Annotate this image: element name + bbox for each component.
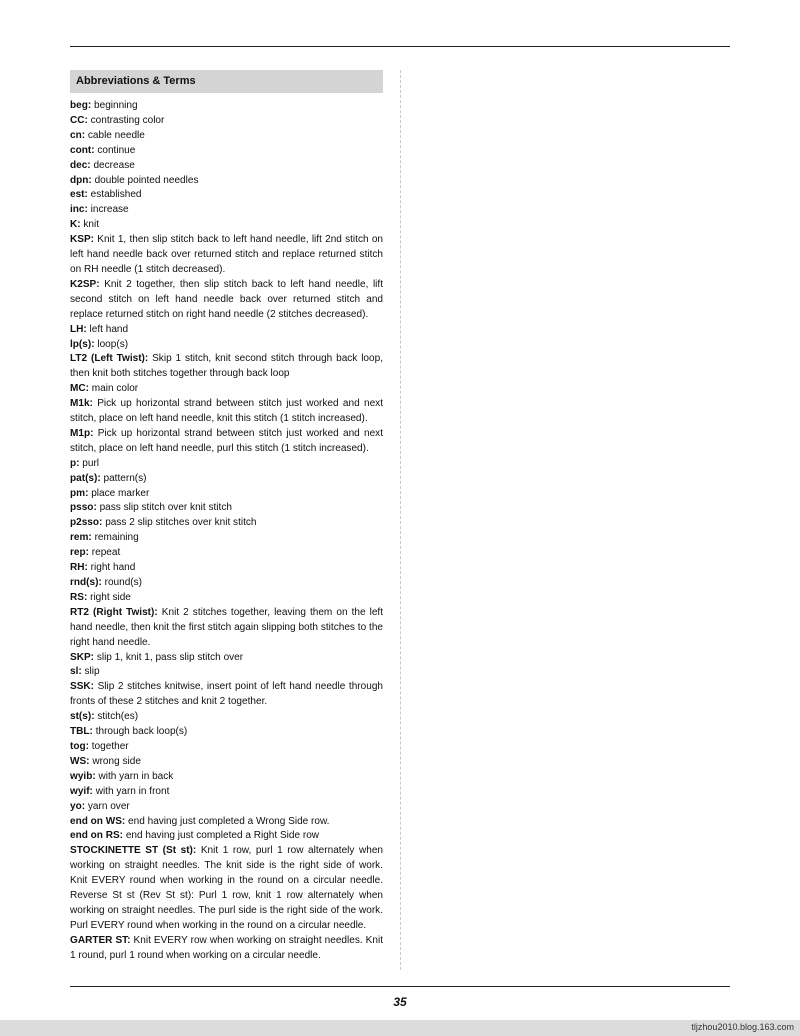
term-definition: round(s) bbox=[104, 577, 143, 588]
term-entry bbox=[70, 472, 383, 487]
term-definition: slip bbox=[84, 666, 100, 678]
term-entry bbox=[70, 785, 383, 800]
term-definition: wrong side bbox=[92, 755, 141, 767]
term-entry bbox=[70, 457, 383, 472]
term-entry bbox=[70, 725, 383, 740]
term-entry bbox=[70, 188, 383, 203]
term-definition: double pointed needles bbox=[94, 174, 199, 186]
term-label: est: bbox=[70, 189, 88, 201]
term-label: rnd(s): bbox=[70, 577, 102, 588]
term-definition: stitch(es) bbox=[97, 711, 139, 723]
term-definition: Knit EVERY row when working on straight needles. Knit 1 round, purl 1 round when working on a circular needle. bbox=[70, 934, 383, 961]
term-definition: repeat bbox=[91, 547, 121, 559]
term-label: M1p: bbox=[70, 427, 94, 439]
term-label: yo: bbox=[70, 800, 86, 812]
term-definition: increase bbox=[90, 204, 129, 216]
term-entry bbox=[70, 144, 383, 159]
term-entry bbox=[70, 606, 383, 651]
term-definition: right hand bbox=[90, 562, 136, 574]
term-label: SKP: bbox=[70, 651, 95, 663]
term-definition: through back loop(s) bbox=[95, 726, 188, 738]
term-entry bbox=[70, 665, 383, 680]
term-definition: yarn over bbox=[87, 800, 130, 812]
term-entry bbox=[70, 382, 383, 397]
section-heading: Abbreviations & Terms bbox=[70, 70, 383, 93]
term-label: K2SP: bbox=[70, 278, 100, 290]
term-definition: right side bbox=[90, 591, 131, 603]
term-definition: Knit 2 together, then slip stitch back to left hand needle, lift second stitch on left hand needle back over returned stitch and replace returned stitch on right hand needle (2 stitches decreased). bbox=[70, 278, 384, 320]
term-entry bbox=[70, 800, 383, 815]
term-entry bbox=[70, 829, 383, 844]
term-entry bbox=[70, 427, 383, 457]
term-label: STOCKINETTE ST (St st): bbox=[70, 845, 197, 857]
term-entry bbox=[70, 203, 383, 218]
term-definition: contrasting color bbox=[90, 114, 165, 126]
term-label: TBL: bbox=[70, 726, 93, 738]
terms-list bbox=[70, 99, 383, 964]
term-entry bbox=[70, 710, 383, 725]
term-definition: established bbox=[90, 189, 142, 201]
term-label: wyib: bbox=[70, 770, 96, 782]
term-label: cn: bbox=[70, 129, 86, 141]
term-definition: with yarn in back bbox=[98, 770, 174, 782]
term-label: LT2 (Left Twist): bbox=[70, 353, 149, 365]
term-label: GARTER ST: bbox=[70, 934, 131, 946]
term-label: st(s): bbox=[70, 711, 95, 723]
watermark: tljzhou2010.blog.163.com bbox=[691, 1022, 794, 1032]
term-definition: knit bbox=[83, 219, 100, 231]
term-entry bbox=[70, 129, 383, 144]
term-definition: Knit 1, then slip stitch back to left hand needle, lift 2nd stitch on left hand needle back over returned stitch and replace returned stitch on RH needle (1 stitch decreased). bbox=[70, 234, 383, 275]
term-definition: end having just completed a Wrong Side row. bbox=[128, 815, 330, 827]
term-label: beg: bbox=[70, 100, 92, 111]
term-entry bbox=[70, 591, 383, 606]
term-entry bbox=[70, 174, 383, 189]
term-label: WS: bbox=[70, 755, 90, 767]
term-entry bbox=[70, 323, 383, 338]
term-definition: purl bbox=[82, 457, 100, 469]
term-entry bbox=[70, 516, 383, 531]
term-definition: cable needle bbox=[87, 129, 145, 141]
term-definition: main color bbox=[91, 383, 139, 395]
term-entry bbox=[70, 651, 383, 666]
term-definition: Pick up horizontal strand between stitch just worked and next stitch, place on left hand needle, purl this stitch (1 stitch increased). bbox=[70, 427, 383, 454]
term-definition: Slip 2 stitches knitwise, insert point of left hand needle through fronts of these 2 stitches and knit 2 together. bbox=[70, 681, 383, 708]
term-label: end on WS: bbox=[70, 815, 126, 827]
term-label: dpn: bbox=[70, 174, 92, 186]
term-label: sl: bbox=[70, 666, 82, 678]
term-entry bbox=[70, 561, 383, 576]
term-entry bbox=[70, 159, 383, 174]
term-entry bbox=[70, 338, 383, 353]
term-label: lp(s): bbox=[70, 338, 95, 350]
term-label: M1k: bbox=[70, 398, 93, 410]
term-label: inc: bbox=[70, 204, 88, 216]
term-label: p2sso: bbox=[70, 517, 103, 529]
term-label: MC: bbox=[70, 383, 89, 395]
term-label: tog: bbox=[70, 740, 89, 752]
term-entry bbox=[70, 233, 383, 278]
abbreviations-column bbox=[70, 70, 383, 964]
term-label: end on RS: bbox=[70, 830, 124, 842]
term-entry bbox=[70, 487, 383, 502]
term-label: rem: bbox=[70, 532, 92, 544]
term-definition: left hand bbox=[89, 323, 129, 335]
term-definition: with yarn in front bbox=[95, 785, 170, 797]
term-definition: Knit 1 row, purl 1 row alternately when working on straight needles. The knit side is the right side of work. Knit EVERY round when working in the round on a circular needle. Reverse St st (Rev St st): Purl 1 row, knit 1 row alternately when working on straight needles. The purl side is the right side of the work. Purl EVERY round when working in the round on a circular needle. bbox=[70, 845, 383, 931]
term-entry bbox=[70, 397, 383, 427]
page-number: 35 bbox=[393, 995, 407, 1009]
top-rule bbox=[70, 46, 730, 47]
term-entry bbox=[70, 934, 383, 964]
term-label: dec: bbox=[70, 159, 91, 171]
term-definition: pattern(s) bbox=[103, 472, 147, 484]
term-label: RH: bbox=[70, 562, 88, 574]
term-label: pat(s): bbox=[70, 472, 101, 484]
term-label: wyif: bbox=[70, 785, 93, 797]
term-definition: loop(s) bbox=[97, 338, 129, 350]
term-definition: end having just completed a Right Side row bbox=[125, 830, 320, 842]
term-definition: place marker bbox=[91, 487, 150, 499]
term-label: K: bbox=[70, 219, 81, 231]
term-label: SSK: bbox=[70, 681, 95, 693]
term-entry bbox=[70, 546, 383, 561]
term-definition: decrease bbox=[93, 159, 135, 171]
term-entry bbox=[70, 844, 383, 933]
term-entry bbox=[70, 114, 383, 129]
term-entry bbox=[70, 352, 383, 382]
term-entry bbox=[70, 99, 383, 114]
term-label: LH: bbox=[70, 323, 87, 335]
term-definition: continue bbox=[97, 144, 136, 156]
term-definition: beginning bbox=[94, 100, 138, 111]
bottom-rule bbox=[70, 986, 730, 987]
term-entry bbox=[70, 218, 383, 233]
term-entry bbox=[70, 770, 383, 785]
term-label: rep: bbox=[70, 547, 89, 559]
term-entry bbox=[70, 501, 383, 516]
term-entry bbox=[70, 531, 383, 546]
term-label: pm: bbox=[70, 487, 89, 499]
term-label: CC: bbox=[70, 114, 88, 126]
column-divider bbox=[400, 70, 401, 970]
term-definition: remaining bbox=[94, 532, 139, 544]
term-label: RS: bbox=[70, 591, 88, 603]
term-label: RT2 (Right Twist): bbox=[70, 606, 158, 618]
term-label: cont: bbox=[70, 144, 95, 156]
term-definition: Pick up horizontal strand between stitch just worked and next stitch, place on left hand needle, knit this stitch (1 stitch increased). bbox=[70, 398, 383, 425]
term-definition: pass 2 slip stitches over knit stitch bbox=[105, 517, 257, 529]
footer-bar bbox=[0, 1020, 800, 1036]
term-definition: Skip 1 stitch, knit second stitch through back loop, then knit both stitches together through back loop bbox=[70, 353, 383, 380]
term-definition: slip 1, knit 1, pass slip stitch over bbox=[96, 651, 244, 663]
term-label: p: bbox=[70, 457, 80, 469]
term-entry bbox=[70, 680, 383, 710]
term-definition: together bbox=[91, 740, 129, 752]
term-label: KSP: bbox=[70, 234, 95, 246]
term-entry bbox=[70, 278, 383, 323]
term-label: psso: bbox=[70, 502, 97, 514]
term-entry bbox=[70, 576, 383, 591]
term-entry bbox=[70, 740, 383, 755]
term-entry bbox=[70, 815, 383, 830]
term-definition: Knit 2 stitches together, leaving them on the left hand needle, then knit the first stitch again slipping both stitches to the right hand needle. bbox=[70, 606, 383, 648]
term-entry bbox=[70, 755, 383, 770]
term-definition: pass slip stitch over knit stitch bbox=[99, 502, 232, 514]
